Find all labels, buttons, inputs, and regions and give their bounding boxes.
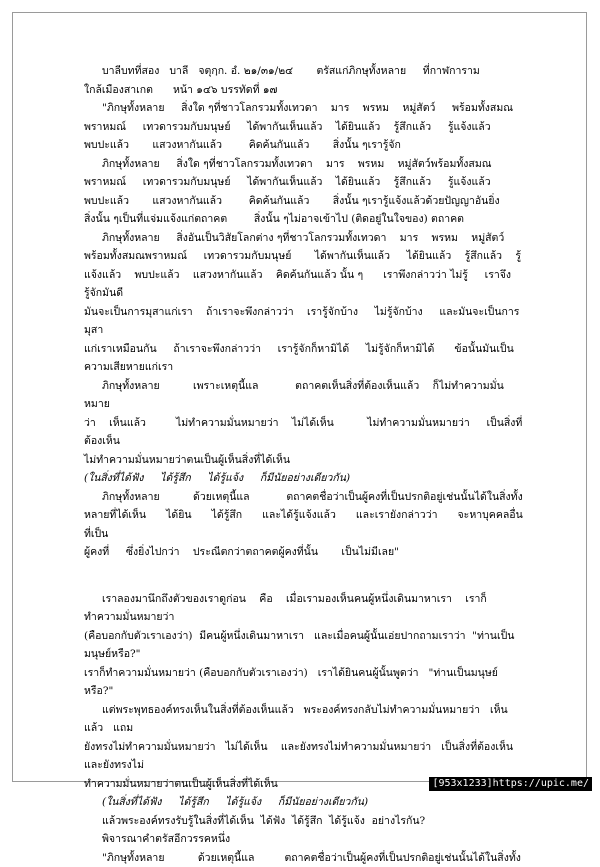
paragraph: แล้วพระองค์ทรงรับรู้ในสิ่งที่ได้เห็น ได้ฟัง ได้รู้สึก ได้รู้แจ้ง อย่างไรกัน? xyxy=(84,812,524,831)
paragraph: ภิกษุทั้งหลาย สิ่งอันเป็นวิสัยโลกต่าง ๆที่ชาวโลกรวมทั้งเทวดา มาร พรหม หมู่สัตว์ พร้อมทั้งสมณพราหมณ์ เทวดารวมกับมนุษย์ ได้พากันเห็นแล้ว ได้ยินแล้ว รู้สึกแล้ว รู้ แจ้งแล้ว พบปะแล้ว แสวงหากันแล้ว คิดค้นกันแล้ว นั้น ๆ เราพึงกล่าวว่า ไม่รู้ เราจึงรู้จักมันดี มันจะเป็นการมุสาแก่เรา ถ้าเราจะพึงกล่าวว่า เรารู้จักบ้าง ไม่รู้จักบ้าง และมันจะเป็นการมุสา แก่เราเหมือนกัน ถ้าเราจะพึงกล่าวว่า เรารู้จักก็หามิได้ ไม่รู้จักก็หามิได้ ข้อนั้นมันเป็น ความเสียหายแก่เรา xyxy=(84,229,524,377)
section-commentary xyxy=(84,590,524,867)
paragraph: (ในสิ่งที่ได้ฟัง ได้รู้สึก ได้รู้แจ้ง ก็มีนัยอย่างเดียวกัน) xyxy=(84,469,524,488)
paragraph: (ในสิ่งที่ได้ฟัง ได้รู้สึก ได้รู้แจ้ง ก็มีนัยอย่างเดียวกัน) xyxy=(84,793,524,812)
paragraph: บาลีบทที่สอง บาลี จตุกฺก. อํ. ๒๑/๓๑/๒๔ ตรัสแก่ภิกษุทั้งหลาย ที่กาฬการาม ใกล้เมืองสาเกต หน้า ๑๔๖ บรรทัดที่ ๑๗ xyxy=(84,62,524,99)
section-sutta-quote xyxy=(84,62,524,562)
document-body xyxy=(84,62,524,867)
paragraph: ภิกษุทั้งหลาย สิ่งใด ๆที่ชาวโลกรวมทั้งเทวดา มาร พรหม หมู่สัตว์พร้อมทั้งสมณ พราหมณ์ เทวดารวมกับมนุษย์ ได้พากันเห็นแล้ว ได้ยินแล้ว รู้สึกแล้ว รู้แจ้งแล้ว พบปะแล้ว แสวงหากันแล้ว คิดค้นกันแล้ว สิ่งนั้น ๆเรารู้แจ้งแล้วด้วยปัญญาอันยิ่ง สิ่งนั้น ๆเป็นที่แจ่มแจ้งแก่ตถาคต สิ่งนั้น ๆไม่อาจเข้าไป (ติดอยู่ในใจของ) ตถาคต xyxy=(84,155,524,229)
paragraph: "ภิกษุทั้งหลาย สิ่งใด ๆที่ชาวโลกรวมทั้งเทวดา มาร พรหม หมู่สัตว์ พร้อมทั้งสมณ พราหมณ์ เทวดารวมกับมนุษย์ ได้พากันเห็นแล้ว ได้ยินแล้ว รู้สึกแล้ว รู้แจ้งแล้ว พบปะแล้ว แสวงหากันแล้ว คิดค้นกันแล้ว สิ่งนั้น ๆเรารู้จัก xyxy=(84,99,524,155)
paragraph: "ภิกษุทั้งหลาย ด้วยเหตุนี้แล ตถาคตชื่อว่าเป็นผู้คงที่เป็นปรกติอยู่เช่นนั้นได้ในสิ่งทั้ง xyxy=(84,849,524,867)
section-gap xyxy=(84,562,524,590)
watermark-label: [953x1233]https://upic.me/ xyxy=(429,777,592,791)
paragraph: แต่พระพุทธองค์ทรงเห็นในสิ่งที่ต้องเห็นแล้ว พระองค์ทรงกลับไม่ทำความมั่นหมายว่า เห็นแล้ว แถม ยังทรงไม่ทำความมั่นหมายว่า ไม่ได้เห็น และยังทรงไม่ทำความมั่นหมายว่า เป็นสิ่งที่ต้องเห็น และยังทรงไม่ ทำความมั่นหมายว่าตนเป็นผู้เห็นสิ่งที่ได้เห็น xyxy=(84,701,524,794)
paragraph: เราลองมานึกถึงตัวของเราดูก่อน คือ เมื่อเรามองเห็นคนผู้หนึ่งเดินมาหาเรา เราก็ทำความมั่นหมายว่า (คือบอกกับตัวเราเองว่า) มีคนผู้หนึ่งเดินมาหาเรา และเมื่อคนผู้นั้นเอ่ยปากถามเราว่า "ท่านเป็นมนุษย์หรือ?" เราก็ทำความมั่นหมายว่า (คือบอกกับตัวเราเองว่า) เราได้ยินคนผู้นั้นพูดว่า "ท่านเป็นมนุษย์หรือ?" xyxy=(84,590,524,701)
paragraph: ภิกษุทั้งหลาย เพราะเหตุนี้แล ตถาคตเห็นสิ่งที่ต้องเห็นแล้ว ก็ไม่ทำความมั่นหมาย ว่า เห็นแล้ว ไม่ทำความมั่นหมายว่า ไม่ได้เห็น ไม่ทำความมั่นหมายว่า เป็นสิ่งที่ต้องเห็น ไม่ทำความมั่นหมายว่าตนเป็นผู้เห็นสิ่งที่ได้เห็น xyxy=(84,377,524,470)
paragraph: พิจารณาคำตรัสอีกวรรคหนึ่ง xyxy=(84,830,524,849)
paragraph: ภิกษุทั้งหลาย ด้วยเหตุนี้แล ตถาคตชื่อว่าเป็นผู้คงที่เป็นปรกติอยู่เช่นนั้นได้ในสิ่งทั้ง หลายที่ได้เห็น ได้ยิน ได้รู้สึก และได้รู้แจ้งแล้ว และเรายังกล่าวว่า จะหาบุคคลอื่นที่เป็น ผู้คงที่ ซึ่งยิ่งไปกว่า ประณีตกว่าตถาคตผู้คงที่นั้น เป็นไม่มีเลย" xyxy=(84,488,524,562)
